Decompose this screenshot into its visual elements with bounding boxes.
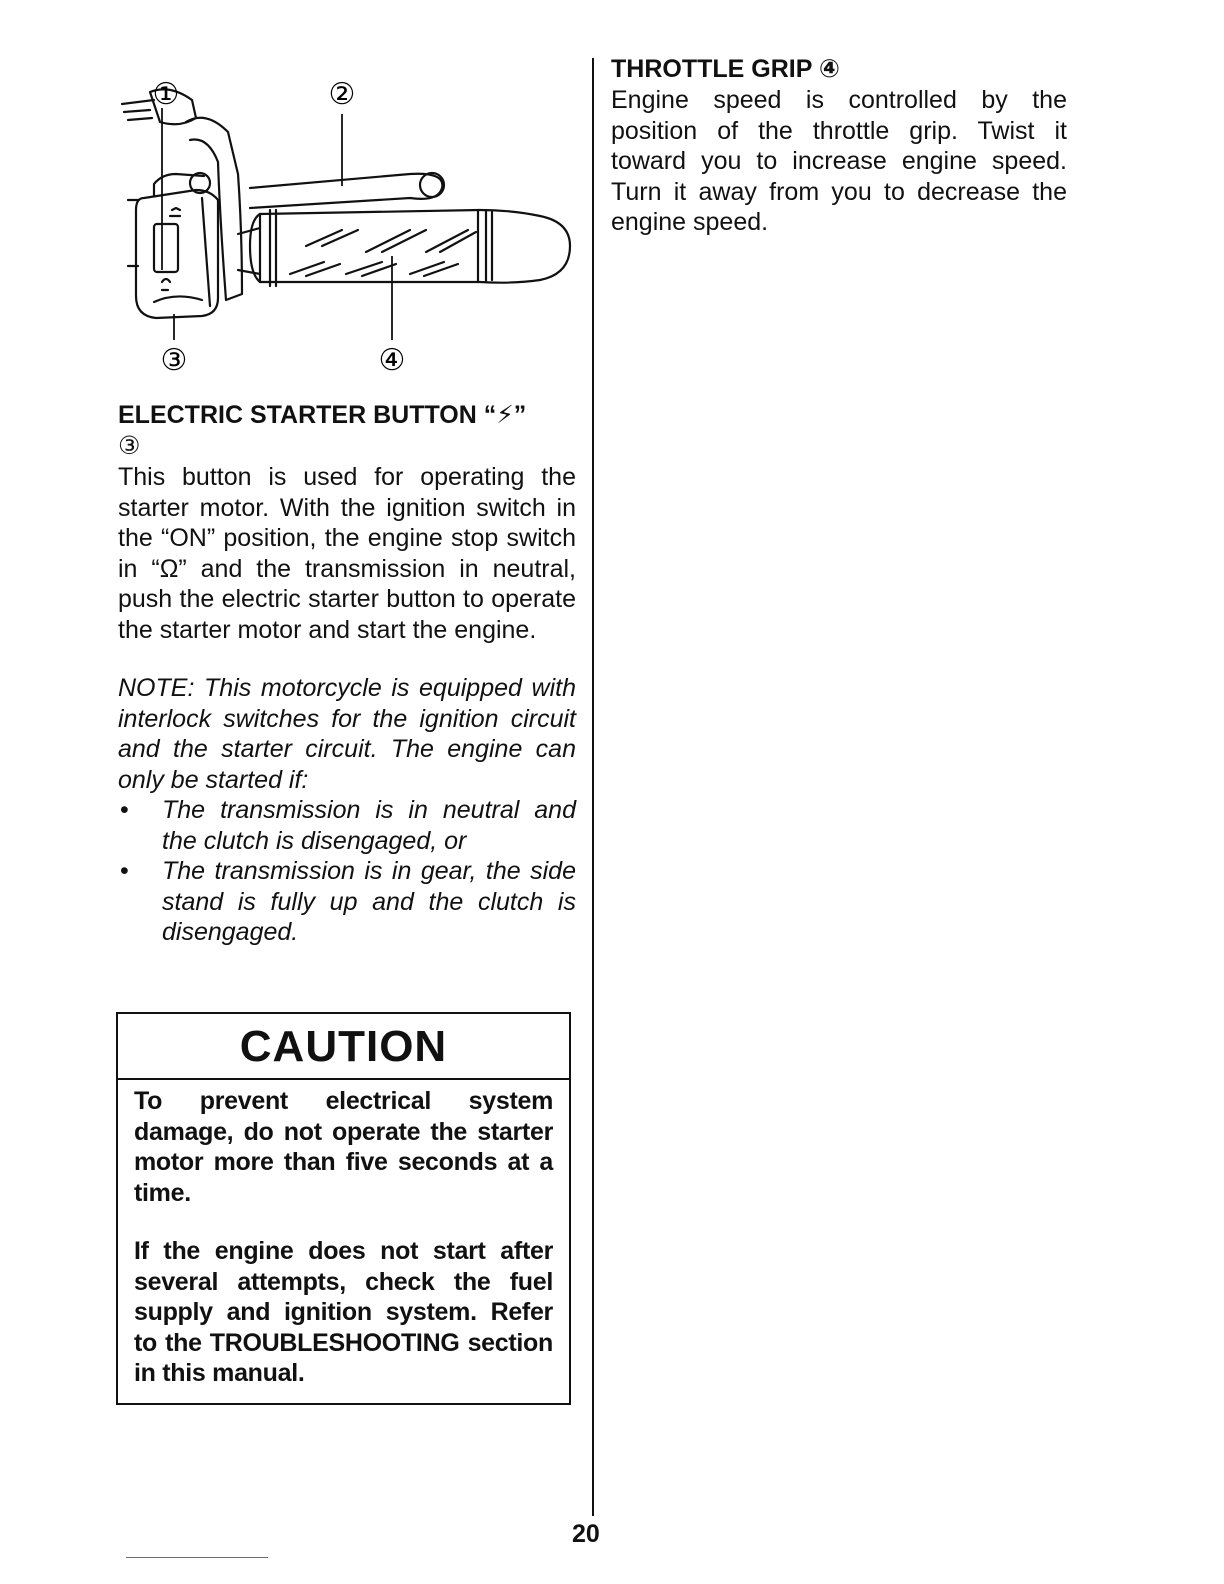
list-item <box>118 856 576 948</box>
handlebar-drawing <box>110 70 580 380</box>
bullet-icon: • <box>120 857 129 885</box>
throttle-body: Engine speed is controlled by the position of the throttle grip. Twist it toward you to increase engine speed. Turn it away from you to decrease the engine speed. <box>611 86 1067 236</box>
starter-heading <box>118 400 576 462</box>
handlebar-illustration <box>110 70 580 380</box>
footer-rule <box>126 1557 268 1558</box>
throttle-heading: THROTTLE GRIP ④ <box>611 55 841 83</box>
page-number: 20 <box>572 1520 600 1548</box>
callout-2: ② <box>328 77 356 112</box>
caution-title: CAUTION <box>118 1014 569 1080</box>
list-item-text: The transmission is in neutral and the clutch is disengaged, or <box>162 796 576 855</box>
starter-body: This button is used for operating the starter motor. With the ignition switch in the “ON” position, the engine stop switch in “Ω” and the transmission in neutral, push the electric starter button to operate the starter motor and start the engine. <box>118 463 576 644</box>
caution-body <box>118 1080 569 1389</box>
caution-paragraph: If the engine does not start after several attempts, check the fuel supply and ignition system. Refer to the TROUBLESHOOTING section in this manual. <box>134 1237 553 1387</box>
right-column <box>611 54 1067 238</box>
callout-3: ③ <box>160 343 188 378</box>
starter-heading-text: ELECTRIC STARTER BUTTON “⚡” <box>118 401 527 429</box>
interlock-conditions-list <box>118 795 576 948</box>
callout-1: ① <box>152 77 180 112</box>
callout-4: ④ <box>378 343 406 378</box>
list-item-text: The transmission is in gear, the side stand is fully up and the clutch is disengaged. <box>162 857 576 946</box>
column-divider <box>592 58 594 1516</box>
starter-heading-ref: ③ <box>118 432 141 460</box>
bullet-icon: • <box>120 796 129 824</box>
list-item <box>118 795 576 856</box>
caution-paragraph: To prevent electrical system damage, do not operate the starter motor more than five seconds at a time. <box>134 1087 553 1207</box>
left-column <box>118 400 576 948</box>
note-text: NOTE: This motorcycle is equipped with interlock switches for the ignition circuit and the starter circuit. The engine can only be started if: <box>118 674 576 794</box>
caution-box <box>116 1012 571 1405</box>
